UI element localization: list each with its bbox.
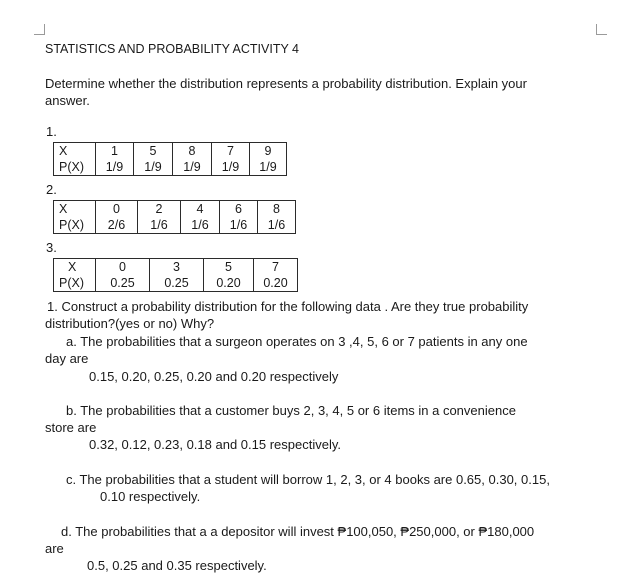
table-1-number: 1. <box>46 124 57 139</box>
probability-value: 1/9 <box>173 159 212 176</box>
probability-value: 1/9 <box>96 159 134 176</box>
instructions-line-1: Determine whether the distribution represents a probability distribution. Explain your <box>45 76 527 91</box>
x-value: 1 <box>96 143 134 160</box>
table-row-x <box>54 201 296 218</box>
row-label-x: X <box>54 259 96 276</box>
item-b-line-2: store are <box>45 420 97 435</box>
table-3-number: 3. <box>46 240 57 255</box>
item-a-line-2: day are <box>45 351 89 366</box>
probability-value: 2/6 <box>96 217 138 234</box>
x-value: 8 <box>173 143 212 160</box>
distribution-table-3 <box>53 258 298 292</box>
table-row-px <box>54 275 298 292</box>
table-row-px <box>54 159 287 176</box>
probability-value: 1/9 <box>134 159 173 176</box>
distribution-table-2 <box>53 200 296 234</box>
margin-corner-mark-right <box>596 24 607 35</box>
table-row-px <box>54 217 296 234</box>
probability-value: 1/9 <box>212 159 250 176</box>
x-value: 8 <box>258 201 296 218</box>
x-value: 5 <box>204 259 254 276</box>
item-d-line-2: are <box>45 541 64 556</box>
probability-value: 1/9 <box>250 159 287 176</box>
probability-value: 0.20 <box>254 275 298 292</box>
row-label-x: X <box>54 143 96 160</box>
x-value: 7 <box>254 259 298 276</box>
x-value: 7 <box>212 143 250 160</box>
probability-value: 1/6 <box>258 217 296 234</box>
x-value: 3 <box>150 259 204 276</box>
row-label-px: P(X) <box>54 159 96 176</box>
distribution-table-1 <box>53 142 287 176</box>
item-c-line-1: c. The probabilities that a student will borrow 1, 2, 3, or 4 books are 0.65, 0.30, 0.15, <box>66 472 550 487</box>
probability-value: 1/6 <box>220 217 258 234</box>
probability-value: 0.25 <box>150 275 204 292</box>
item-d-line-1: d. The probabilities that a a depositor will invest ₱100,050, ₱250,000, or ₱180,000 <box>61 524 535 539</box>
item-a-line-1: a. The probabilities that a surgeon operates on 3 ,4, 5, 6 or 7 patients in any one <box>66 334 528 349</box>
row-label-px: P(X) <box>54 217 96 234</box>
row-label-px: P(X) <box>54 275 96 292</box>
probability-value: 0.25 <box>96 275 150 292</box>
table-row-x <box>54 143 287 160</box>
table-2-number: 2. <box>46 182 57 197</box>
instructions-line-2: answer. <box>45 93 90 108</box>
x-value: 6 <box>220 201 258 218</box>
item-b-values: 0.32, 0.12, 0.23, 0.18 and 0.15 respectively. <box>89 437 341 452</box>
item-d-values: 0.5, 0.25 and 0.35 respectively. <box>87 558 267 573</box>
x-value: 2 <box>138 201 181 218</box>
document-header: STATISTICS AND PROBABILITY ACTIVITY 4 <box>45 42 300 56</box>
task-line-2: distribution?(yes or no) Why? <box>45 316 215 331</box>
table-row-x <box>54 259 298 276</box>
margin-corner-mark-left <box>34 24 45 35</box>
x-value: 0 <box>96 259 150 276</box>
x-value: 9 <box>250 143 287 160</box>
x-value: 0 <box>96 201 138 218</box>
row-label-x: X <box>54 201 96 218</box>
item-c-line-2: 0.10 respectively. <box>100 489 201 504</box>
x-value: 5 <box>134 143 173 160</box>
probability-value: 1/6 <box>138 217 181 234</box>
item-b-line-1: b. The probabilities that a customer buys 2, 3, 4, 5 or 6 items in a convenience <box>66 403 516 418</box>
item-a-values: 0.15, 0.20, 0.25, 0.20 and 0.20 respectively <box>89 369 339 384</box>
probability-value: 0.20 <box>204 275 254 292</box>
x-value: 4 <box>181 201 220 218</box>
task-line-1: 1. Construct a probability distribution for the following data . Are they true probability <box>47 299 529 314</box>
probability-value: 1/6 <box>181 217 220 234</box>
